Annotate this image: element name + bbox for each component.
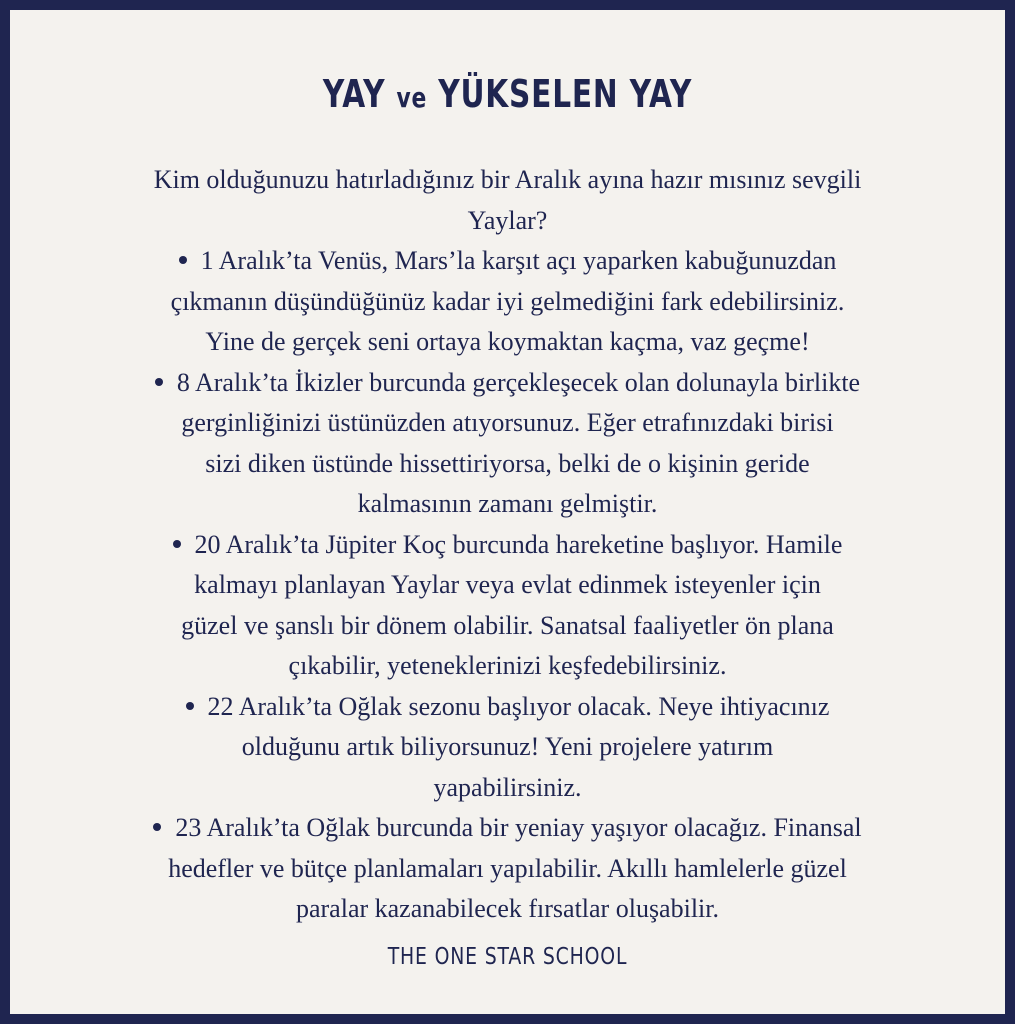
bullet-item-line: gerginliğinizi üstünüzden atıyorsunuz. Eğer etrafınızdaki birisi — [181, 408, 834, 437]
intro-line: Kim olduğunuzu hatırladığınız bir Aralık ayına hazır mısınız sevgili — [153, 165, 862, 194]
title-ve: ve — [396, 81, 428, 114]
title-yukselen-yay: YÜKSELEN YAY — [438, 72, 693, 116]
bullet-item-line: 20 Aralık’ta Jüpiter Koç burcunda hareketine başlıyor. Hamile — [40, 525, 975, 566]
bullet-item-line: paralar kazanabilecek fırsatlar oluşabilir. — [295, 894, 719, 923]
intro-line: Yaylar? — [467, 205, 548, 235]
bullet-item-line: kalmasının zamanı gelmiştir. — [357, 489, 658, 518]
bullet-item-line: yapabilirsiniz. — [433, 772, 582, 802]
bullet-item-line: Yine de gerçek seni ortaya koymaktan kaçma, vaz geçme! — [205, 327, 810, 356]
bullet-item-line: hedefler ve bütçe planlamaları yapılabilir. Akıllı hamlelerle güzel — [168, 853, 847, 883]
bullet-dot-icon — [155, 378, 163, 386]
bullet-item-line: güzel ve şanslı bir dönem olabilir. Sanatsal faaliyetler ön plana — [181, 610, 834, 640]
bullet-item-line: çıkabilir, yeteneklerinizi keşfedebilirsiniz. — [288, 651, 727, 680]
bullet-item-line: 8 Aralık’ta İkizler burcunda gerçekleşecek olan dolunayla birlikte — [40, 363, 975, 404]
bullet-item-line: sizi diken üstünde hissettiriyorsa, belki de o kişinin geride — [205, 448, 810, 478]
bullet-item-line: olduğunu artık biliyorsunuz! Yeni projelere yatırım — [241, 732, 774, 761]
post-body — [40, 160, 975, 930]
bullet-item-line: 23 Aralık’ta Oğlak burcunda bir yeniay yaşıyor olacağız. Finansal — [40, 808, 975, 849]
bullet-dot-icon — [186, 702, 194, 710]
title-yay: YAY — [322, 72, 386, 116]
bullet-item-line: 22 Aralık’ta Oğlak sezonu başlıyor olacak. Neye ihtiyacınız — [40, 687, 975, 728]
footer-brand: THE ONE STAR SCHOOL — [387, 944, 628, 970]
post-title — [119, 72, 895, 116]
bullet-item-line: kalmayı planlayan Yaylar veya evlat edinmek isteyenler için — [194, 570, 821, 599]
bullet-dot-icon — [179, 256, 187, 264]
bullet-item-line: 1 Aralık’ta Venüs, Mars’la karşıt açı yaparken kabuğunuzdan — [40, 241, 975, 282]
bullet-dot-icon — [173, 540, 181, 548]
bullet-dot-icon — [153, 823, 161, 831]
bullet-item-line: çıkmanın düşündüğünüz kadar iyi gelmediğini fark edebilirsiniz. — [170, 286, 845, 316]
